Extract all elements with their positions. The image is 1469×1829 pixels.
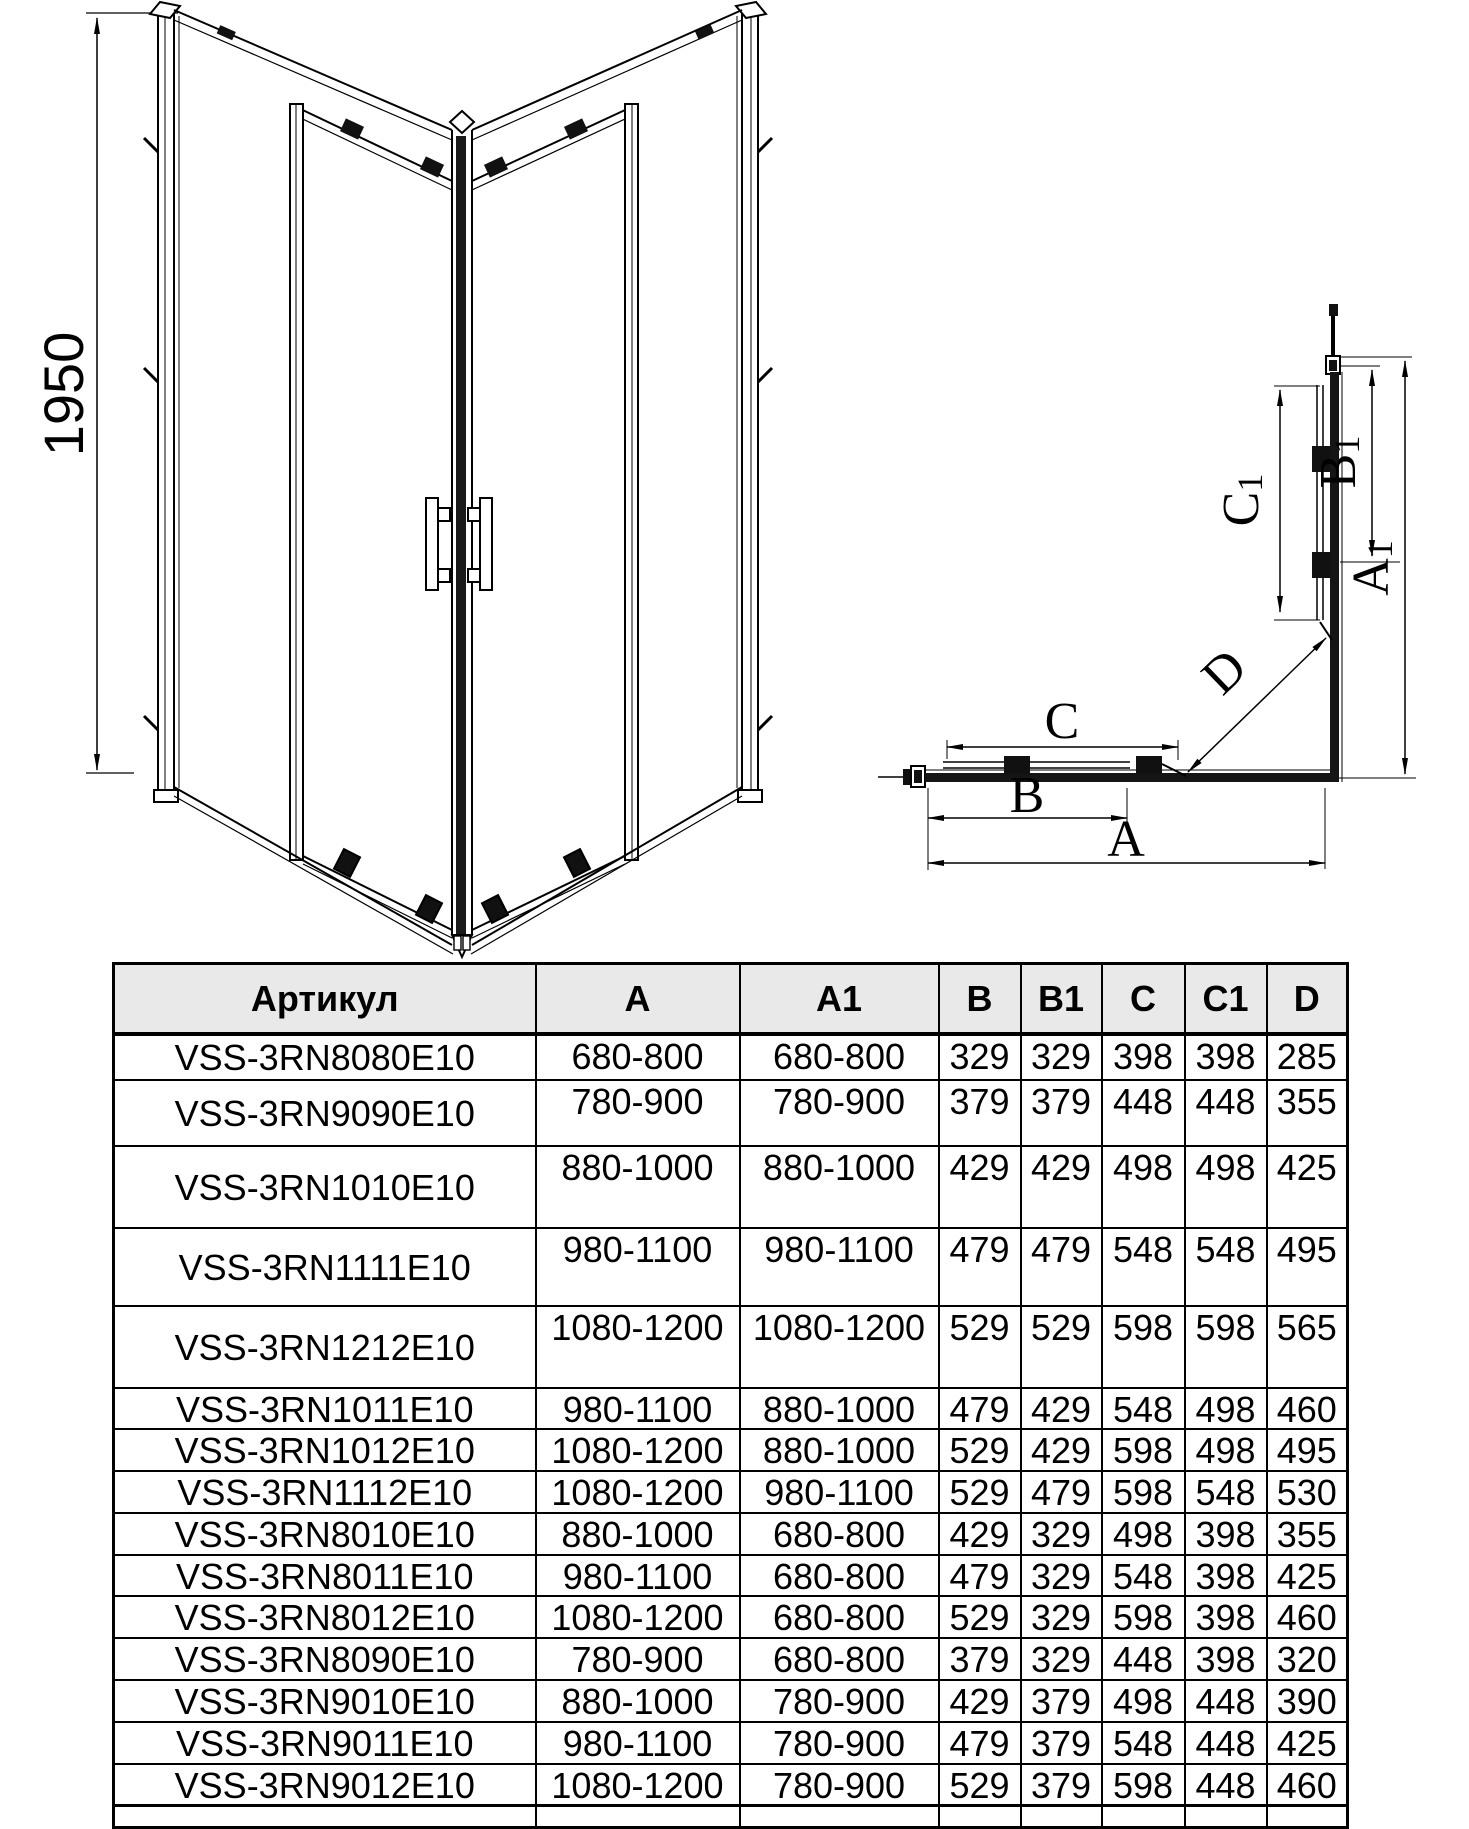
col-header-a: A: [536, 964, 740, 1034]
cell-c: 548: [1102, 1722, 1185, 1764]
cell-a: 680-800: [536, 1034, 740, 1080]
cell-d: 495: [1267, 1429, 1348, 1471]
table-row: [114, 1555, 1348, 1597]
cell-d: 460: [1267, 1596, 1348, 1638]
table-row: [114, 1228, 1348, 1306]
cell-b1: 329: [1021, 1596, 1102, 1638]
cell-c: 498: [1102, 1513, 1185, 1555]
height-dimension-label: 1950: [31, 331, 95, 457]
cell-d: 320: [1267, 1638, 1348, 1680]
roller-icon: [1136, 756, 1162, 774]
cell-article: VSS-3RN8090E10: [114, 1638, 536, 1680]
cell-b: 529: [939, 1764, 1021, 1806]
cell-a: 880-1000: [536, 1680, 740, 1722]
cell-d: 355: [1267, 1513, 1348, 1555]
cell-article: VSS-3RN8011E10: [114, 1555, 536, 1597]
cell-article: VSS-3RN1212E10: [114, 1306, 536, 1388]
cell-b1: 329: [1021, 1555, 1102, 1597]
cell-a: 1080-1200: [536, 1596, 740, 1638]
plan-right-wall: [1326, 304, 1342, 782]
cell-d: 460: [1267, 1388, 1348, 1430]
cell-b: 329: [939, 1034, 1021, 1080]
plan-right-door: [1312, 385, 1332, 640]
cell-a1: 780-900: [740, 1764, 939, 1806]
cell-article: VSS-3RN9011E10: [114, 1722, 536, 1764]
guide-block-icon: [416, 895, 442, 923]
dim-label-c1-base: C: [1213, 491, 1270, 527]
cell-b1: 379: [1021, 1764, 1102, 1806]
cell-c1: 498: [1185, 1388, 1267, 1430]
cell-a1: 880-1000: [740, 1429, 939, 1471]
cell-c: 448: [1102, 1080, 1185, 1146]
cell-a: 980-1100: [536, 1228, 740, 1306]
cell-d: 565: [1267, 1306, 1348, 1388]
cell-a: 780-900: [536, 1638, 740, 1680]
cell-article: VSS-3RN8010E10: [114, 1513, 536, 1555]
cell-article: VSS-3RN9012E10: [114, 1764, 536, 1806]
cell-empty: [1021, 1806, 1102, 1828]
cell-d: 530: [1267, 1471, 1348, 1513]
dim-label-a1: [1343, 540, 1400, 596]
cell-a1: 680-800: [740, 1513, 939, 1555]
cell-b: 529: [939, 1429, 1021, 1471]
cell-c1: 448: [1185, 1680, 1267, 1722]
cell-b: 479: [939, 1555, 1021, 1597]
cell-c1: 498: [1185, 1146, 1267, 1228]
top-anchor-left: [217, 25, 236, 40]
cell-c1: 448: [1185, 1080, 1267, 1146]
cell-b: 479: [939, 1722, 1021, 1764]
dim-label-c1-sub: 1: [1230, 473, 1270, 492]
cell-c: 598: [1102, 1429, 1185, 1471]
plan-view: [878, 304, 1416, 870]
cell-c1: 398: [1185, 1034, 1267, 1080]
cell-a: 980-1100: [536, 1555, 740, 1597]
spec-table: [112, 962, 1349, 1829]
cell-b: 379: [939, 1638, 1021, 1680]
cell-empty: [740, 1806, 939, 1828]
cell-c1: 398: [1185, 1513, 1267, 1555]
door-top-rail-left: [290, 104, 452, 190]
cell-d: 495: [1267, 1228, 1348, 1306]
cell-b1: 329: [1021, 1638, 1102, 1680]
cell-b1: 329: [1021, 1034, 1102, 1080]
cell-d: 425: [1267, 1722, 1348, 1764]
cell-b1: 329: [1021, 1513, 1102, 1555]
dim-label-c1: [1213, 474, 1270, 527]
cell-a: 880-1000: [536, 1513, 740, 1555]
table-header-row: [114, 964, 1348, 1034]
cell-article: VSS-3RN9090E10: [114, 1080, 536, 1146]
cell-c: 548: [1102, 1388, 1185, 1430]
col-header-b: B: [939, 964, 1021, 1034]
table-row: [114, 1388, 1348, 1430]
cell-article: VSS-3RN1112E10: [114, 1471, 536, 1513]
cell-c1: 398: [1185, 1638, 1267, 1680]
cell-b1: 379: [1021, 1722, 1102, 1764]
cell-a: 1080-1200: [536, 1306, 740, 1388]
cell-c: 548: [1102, 1555, 1185, 1597]
cell-d: 355: [1267, 1080, 1348, 1146]
table-row: [114, 1080, 1348, 1146]
cell-a1: 780-900: [740, 1722, 939, 1764]
table-row: [114, 1722, 1348, 1764]
cell-empty: [536, 1806, 740, 1828]
table-row: [114, 1471, 1348, 1513]
table-row: [114, 1429, 1348, 1471]
cell-article: VSS-3RN1011E10: [114, 1388, 536, 1430]
cell-article: VSS-3RN8080E10: [114, 1034, 536, 1080]
cell-c1: 598: [1185, 1306, 1267, 1388]
cell-a1: 880-1000: [740, 1146, 939, 1228]
cell-b1: 429: [1021, 1388, 1102, 1430]
cell-a: 880-1000: [536, 1146, 740, 1228]
cell-empty: [1185, 1806, 1267, 1828]
door-top-rail-right: [472, 104, 638, 190]
dim-label-c: C: [1044, 693, 1080, 750]
guide-block-icon: [482, 895, 508, 923]
cell-a1: 680-800: [740, 1596, 939, 1638]
right-wall-post: [736, 2, 766, 802]
cell-c: 598: [1102, 1596, 1185, 1638]
corner-post: [450, 111, 474, 957]
cell-a1: 680-800: [740, 1034, 939, 1080]
cell-b1: 429: [1021, 1429, 1102, 1471]
cell-b: 429: [939, 1680, 1021, 1722]
dim-label-b1-sub: 1: [1327, 435, 1367, 454]
cell-d: 460: [1267, 1764, 1348, 1806]
cell-a: 980-1100: [536, 1388, 740, 1430]
dim-label-b: B: [1009, 767, 1045, 824]
cell-c1: 548: [1185, 1471, 1267, 1513]
cell-b1: 529: [1021, 1306, 1102, 1388]
cell-b1: 479: [1021, 1471, 1102, 1513]
cell-c1: 448: [1185, 1722, 1267, 1764]
table-row: [114, 1306, 1348, 1388]
cell-a1: 980-1100: [740, 1228, 939, 1306]
cell-c1: 398: [1185, 1596, 1267, 1638]
cell-b: 529: [939, 1306, 1021, 1388]
cell-article: VSS-3RN1111E10: [114, 1228, 536, 1306]
dim-label-b1-base: B: [1310, 453, 1367, 489]
perspective-view: [32, 2, 772, 957]
cell-a1: 880-1000: [740, 1388, 939, 1430]
cell-b: 429: [939, 1513, 1021, 1555]
cell-b: 529: [939, 1471, 1021, 1513]
cell-c: 598: [1102, 1306, 1185, 1388]
cell-a1: 1080-1200: [740, 1306, 939, 1388]
cell-empty: [1267, 1806, 1348, 1828]
table-row: [114, 1146, 1348, 1228]
dim-label-b1: [1310, 436, 1367, 489]
cell-b: 379: [939, 1080, 1021, 1146]
table-row: [114, 1638, 1348, 1680]
cell-a: 980-1100: [536, 1722, 740, 1764]
cell-c1: 548: [1185, 1228, 1267, 1306]
cell-empty: [939, 1806, 1021, 1828]
cell-c1: 448: [1185, 1764, 1267, 1806]
cell-c: 498: [1102, 1146, 1185, 1228]
cell-c: 448: [1102, 1638, 1185, 1680]
cell-c: 398: [1102, 1034, 1185, 1080]
cell-b1: 429: [1021, 1146, 1102, 1228]
dim-c1: [1274, 386, 1320, 620]
cell-a: 1080-1200: [536, 1764, 740, 1806]
cell-c: 598: [1102, 1471, 1185, 1513]
cell-empty: [1102, 1806, 1185, 1828]
door-handle-left: [426, 498, 450, 590]
dim-label-a: A: [1107, 811, 1145, 868]
cell-article: VSS-3RN8012E10: [114, 1596, 536, 1638]
table-row: [114, 1596, 1348, 1638]
cell-b: 429: [939, 1146, 1021, 1228]
left-wall-post: [150, 2, 180, 802]
cell-a1: 980-1100: [740, 1471, 939, 1513]
cell-d: 425: [1267, 1555, 1348, 1597]
cell-c: 598: [1102, 1764, 1185, 1806]
cell-b: 479: [939, 1388, 1021, 1430]
cell-article: VSS-3RN1010E10: [114, 1146, 536, 1228]
dim-label-d: D: [1191, 638, 1258, 706]
table-row: [114, 1513, 1348, 1555]
col-header-c1: C1: [1185, 964, 1267, 1034]
col-header-c: C: [1102, 964, 1185, 1034]
guide-block-icon: [564, 849, 590, 877]
cell-article: VSS-3RN1012E10: [114, 1429, 536, 1471]
cell-b1: 379: [1021, 1680, 1102, 1722]
col-header-b1: B1: [1021, 964, 1102, 1034]
cell-a1: 780-900: [740, 1680, 939, 1722]
cell-b1: 379: [1021, 1080, 1102, 1146]
cell-a: 1080-1200: [536, 1429, 740, 1471]
cell-c: 548: [1102, 1228, 1185, 1306]
table-row-clipped: [114, 1806, 1348, 1828]
cell-a: 1080-1200: [536, 1471, 740, 1513]
cell-c: 498: [1102, 1680, 1185, 1722]
cell-d: 285: [1267, 1034, 1348, 1080]
cell-b: 479: [939, 1228, 1021, 1306]
cell-article: VSS-3RN9010E10: [114, 1680, 536, 1722]
dim-label-a1-sub: 1: [1360, 540, 1400, 559]
cell-a1: 780-900: [740, 1080, 939, 1146]
col-header-d: D: [1267, 964, 1348, 1034]
cell-d: 390: [1267, 1680, 1348, 1722]
cell-a1: 680-800: [740, 1638, 939, 1680]
col-header-article: Артикул: [114, 964, 536, 1034]
cell-b1: 479: [1021, 1228, 1102, 1306]
cell-c1: 498: [1185, 1429, 1267, 1471]
cell-d: 425: [1267, 1146, 1348, 1228]
roller-icon: [1312, 552, 1330, 578]
table-row: [114, 1034, 1348, 1080]
dim-label-a1-base: A: [1343, 558, 1400, 596]
col-header-a1: A1: [740, 964, 939, 1034]
cell-a: 780-900: [536, 1080, 740, 1146]
cell-b: 529: [939, 1596, 1021, 1638]
cell-empty: [114, 1806, 536, 1828]
table-row: [114, 1680, 1348, 1722]
cell-c1: 398: [1185, 1555, 1267, 1597]
cell-a1: 680-800: [740, 1555, 939, 1597]
